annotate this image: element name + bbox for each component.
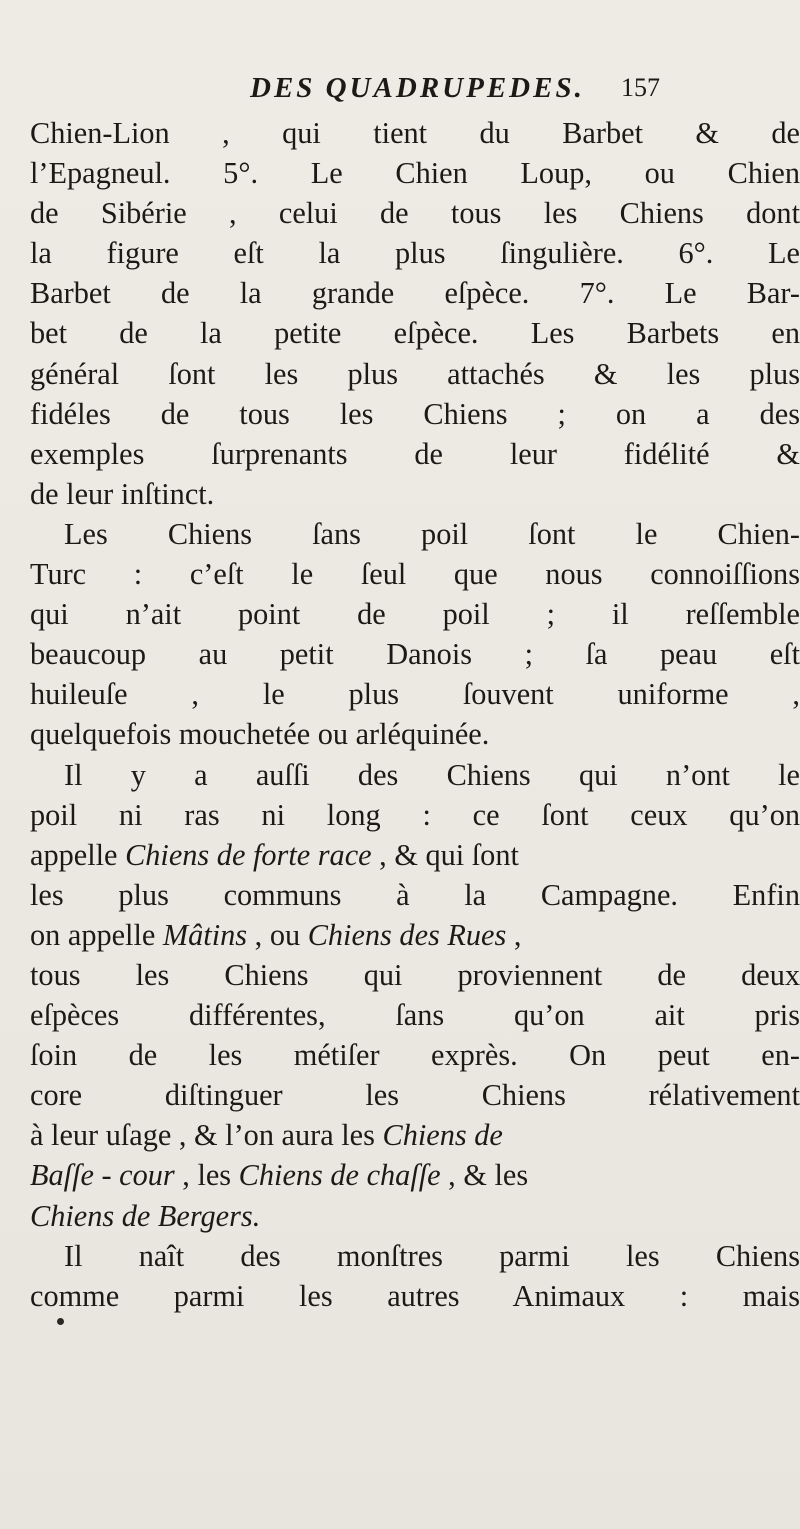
text-run: , & les [440,1158,529,1193]
text-line: la figure eſt la plus ſingulière. 6°. Le [30,236,800,271]
text-line: général ſont les plus attachés & les plus [30,356,800,391]
italic-term: Baſſe - cour [30,1158,175,1193]
text-line: Barbet de la grande eſpèce. 7°. Le Bar- [30,276,800,311]
text-run: à leur uſage , & l’on aura les [30,1118,383,1153]
text-line: beaucoup au petit Danois ; ſa peau eſt [30,637,800,672]
page-number: 157 [621,73,660,102]
text-line: Il naît des monſtres parmi les Chiens [64,1238,800,1273]
text-run: , ou [247,917,308,952]
text-run: , les [174,1158,239,1193]
italic-term: Chiens de forte race [125,837,372,872]
text-line: Chien-Lion , qui tient du Barbet & de [30,116,800,150]
text-line: quelquefois mouchetée ou arléquinée. [30,717,490,752]
ink-speck [57,1318,64,1325]
italic-term: Chiens des Rues [307,917,507,952]
running-title: DES QUADRUPEDES. [250,72,585,104]
running-header [250,68,660,108]
text-line: bet de la petite eſpèce. Les Barbets en [30,316,800,351]
text-run: , [506,917,522,952]
text-line [30,1155,800,1195]
text-line [30,835,800,875]
italic-term: Chiens de [382,1118,503,1153]
text-line: de Sibérie , celui de tous les Chiens dont [30,196,800,231]
text-line: qui n’ait point de poil ; il reſſemble [30,597,800,632]
text-line: Turc : c’eſt le ſeul que nous connoiſſions [30,557,800,592]
text-line: core diſtinguer les Chiens rélativement [30,1078,800,1113]
text-line: tous les Chiens qui proviennent de deux [30,957,800,992]
text-run: on appelle [30,917,163,952]
text-line [30,1115,800,1155]
text-line: comme parmi les autres Animaux : mais [30,1278,800,1313]
text-run: , & qui ſont [371,837,519,872]
text-line [30,1196,800,1236]
text-run: appelle [30,837,126,872]
italic-term: Mâtins [162,917,248,952]
text-line: exemples ſurprenants de leur fidélité & [30,436,800,471]
body-text [30,113,800,1316]
text-line: huileuſe , le plus ſouvent uniforme , [30,677,800,712]
text-line: de leur inſtinct. [30,476,215,511]
italic-term: Chiens de chaſſe [238,1158,441,1193]
text-line: eſpèces différentes, ſans qu’on ait pris [30,998,800,1033]
text-line: l’Epagneul. 5°. Le Chien Loup, ou Chien [30,156,800,191]
text-line: poil ni ras ni long : ce ſont ceux qu’on [30,797,800,832]
text-line: ſoin de les métiſer exprès. On peut en- [30,1038,800,1073]
text-line: les plus communs à la Campagne. Enfin [30,877,800,912]
text-line: fidéles de tous les Chiens ; on a des [30,396,800,431]
text-line: Les Chiens ſans poil ſont le Chien- [64,516,800,551]
text-line: Il y a auſſi des Chiens qui n’ont le [64,757,800,792]
text-line [30,915,800,955]
italic-term: Chiens de Bergers. [30,1198,261,1233]
